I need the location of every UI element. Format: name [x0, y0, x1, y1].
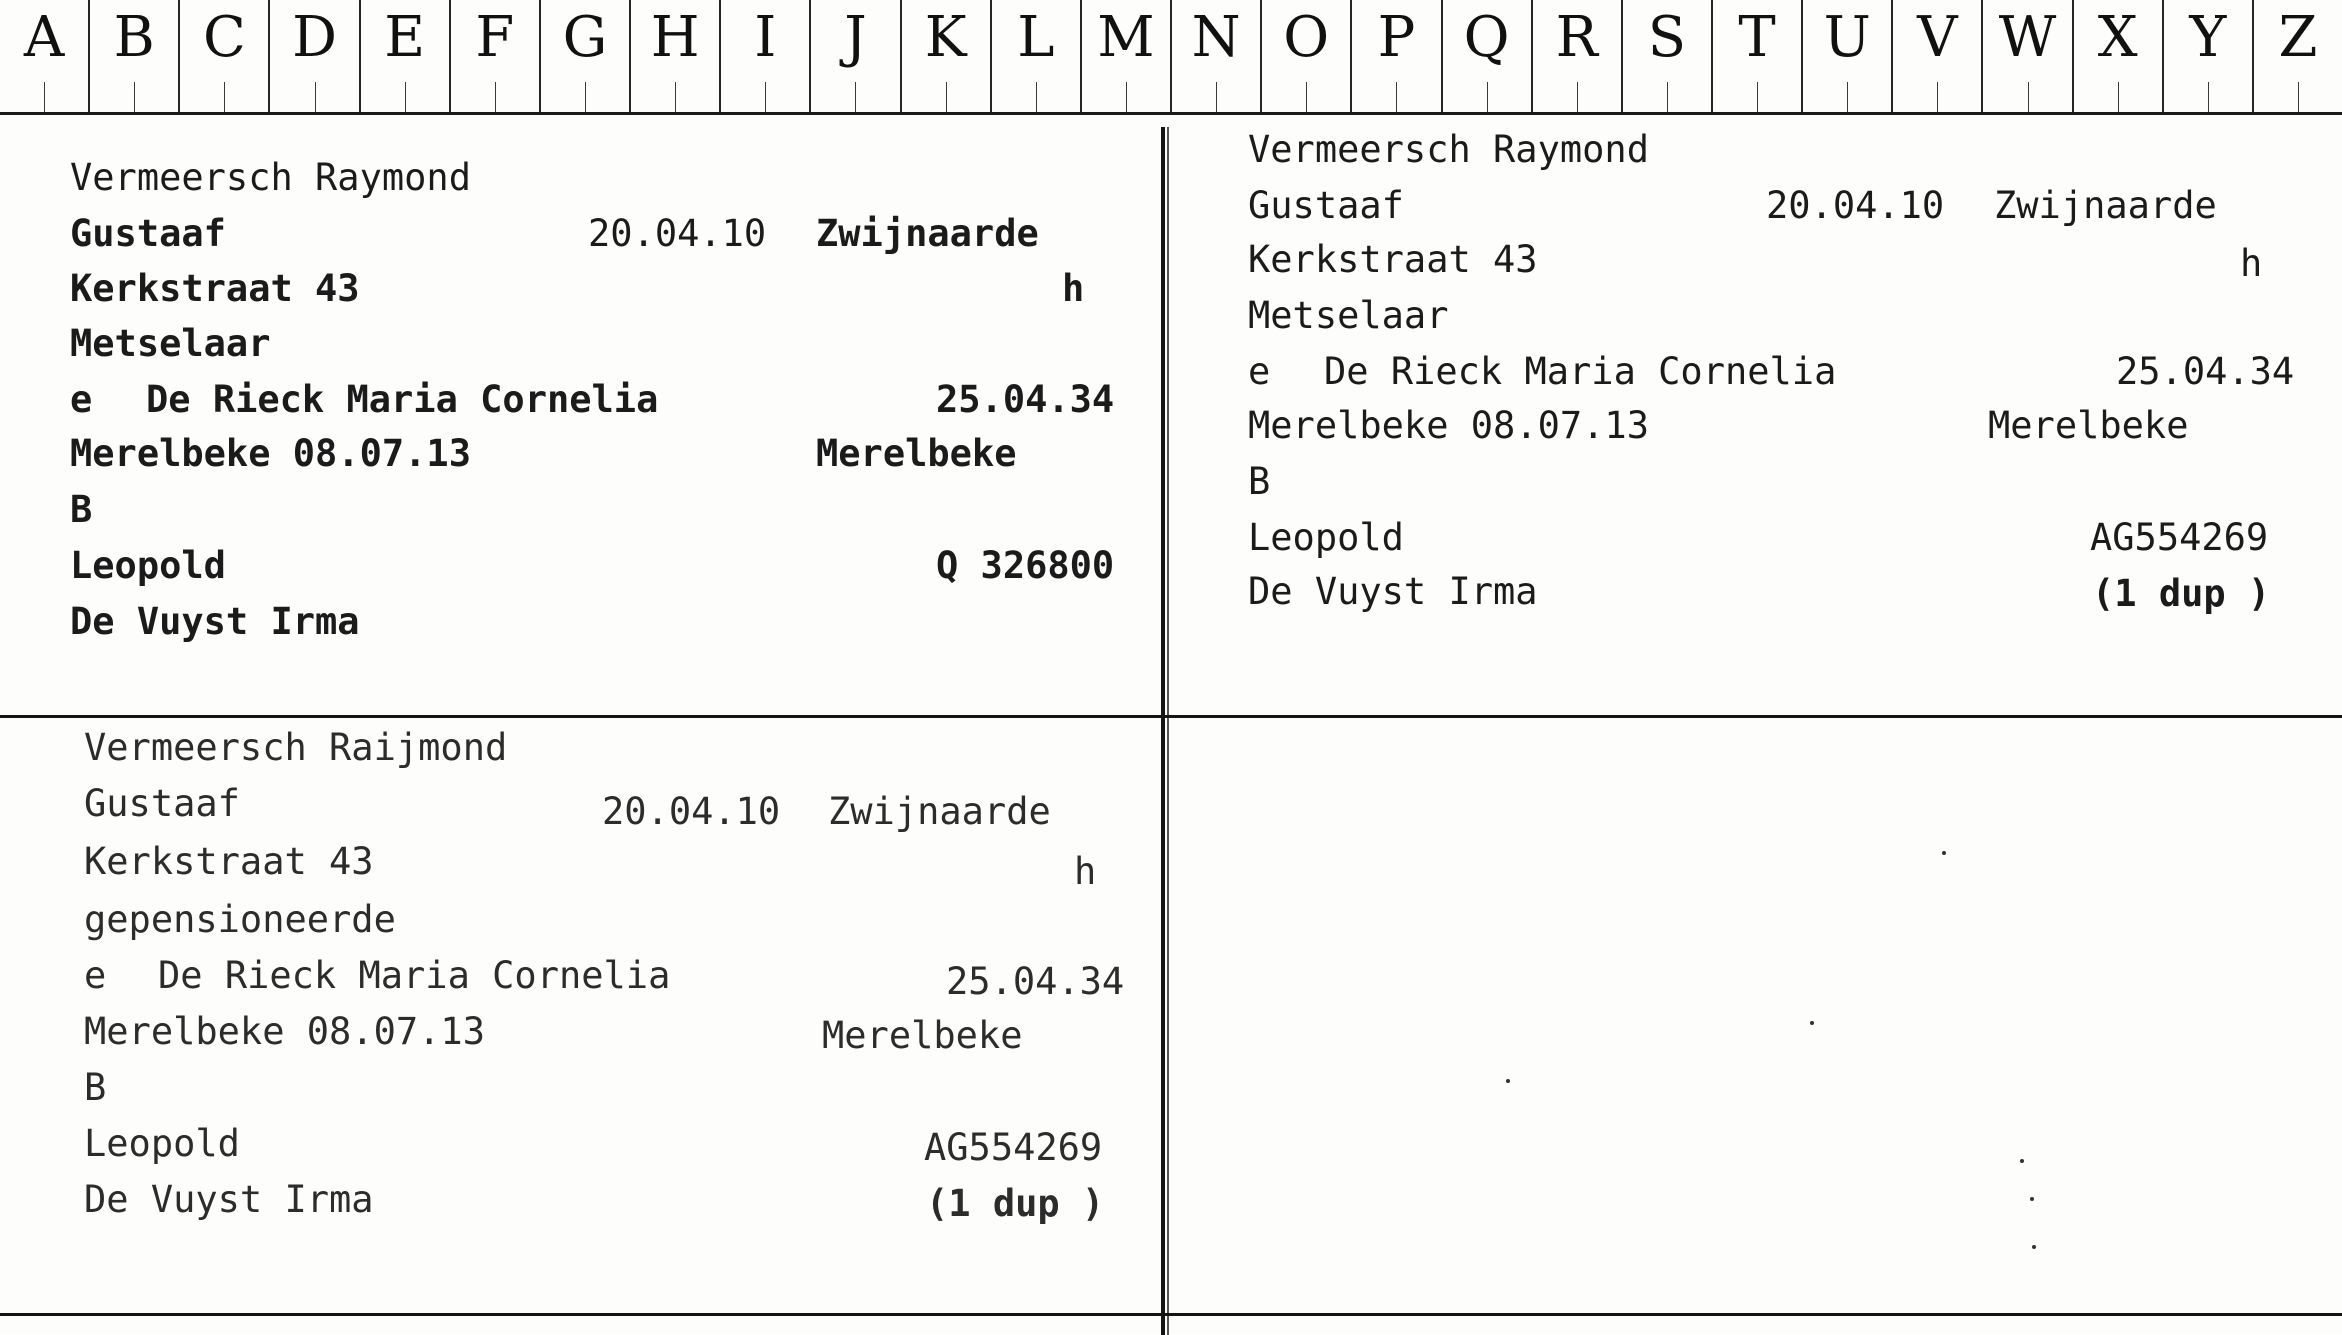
alpha-tab-m[interactable]: M [1080, 0, 1170, 112]
alpha-tab-w[interactable]: W [1981, 0, 2071, 112]
card-spouse-prefix: e [70, 378, 93, 421]
card-birth-place: Zwijnaarde [828, 790, 1051, 833]
vertical-divider [1161, 127, 1165, 1335]
card-status: B [1248, 460, 1271, 503]
card-father: Leopold [84, 1122, 240, 1165]
card-mark: h [1062, 267, 1085, 310]
alpha-tab-o[interactable]: O [1260, 0, 1350, 112]
alpha-tab-v[interactable]: V [1891, 0, 1981, 112]
alpha-tab-h[interactable]: H [629, 0, 719, 112]
card-name-line: Vermeersch Raymond [70, 156, 471, 199]
record-card-2[interactable] [1170, 115, 2342, 715]
card-marriage-place: Merelbeke [822, 1014, 1023, 1057]
card-first-name: Gustaaf [84, 782, 240, 825]
alpha-tab-i[interactable]: I [719, 0, 809, 112]
card-status: B [84, 1066, 107, 1109]
horizontal-divider [0, 715, 2342, 718]
record-card-empty[interactable] [1170, 719, 2342, 1313]
alpha-tab-y[interactable]: Y [2162, 0, 2252, 112]
scan-speck [2030, 1197, 2034, 1201]
card-father: Leopold [70, 544, 226, 587]
card-spouse-name: De Rieck Maria Cornelia [146, 378, 659, 421]
card-address: Kerkstraat 43 [1248, 238, 1538, 281]
alpha-tab-p[interactable]: P [1350, 0, 1440, 112]
alpha-tab-s[interactable]: S [1621, 0, 1711, 112]
alpha-tab-g[interactable]: G [539, 0, 629, 112]
alpha-tab-b[interactable]: B [88, 0, 178, 112]
card-birth-date: 20.04.10 [1766, 184, 1945, 227]
alpha-tab-e[interactable]: E [359, 0, 449, 112]
card-spouse-name: De Rieck Maria Cornelia [1324, 350, 1837, 393]
alpha-tab-n[interactable]: N [1170, 0, 1260, 112]
card-first-name: Gustaaf [1248, 184, 1404, 227]
card-marriage-place: Merelbeke [1988, 404, 2189, 447]
card-spouse-origin: Merelbeke 08.07.13 [1248, 404, 1649, 447]
card-occupation: Metselaar [70, 322, 271, 365]
card-grid [0, 115, 2342, 1334]
alpha-tab-u[interactable]: U [1801, 0, 1891, 112]
card-spouse-origin: Merelbeke 08.07.13 [84, 1010, 485, 1053]
card-spouse-prefix: e [1248, 350, 1271, 393]
card-occupation: Metselaar [1248, 294, 1449, 337]
card-address: Kerkstraat 43 [84, 840, 374, 883]
card-occupation: gepensioneerde [84, 898, 396, 941]
card-spouse-prefix: e [84, 954, 107, 997]
card-marriage-place: Merelbeke [816, 432, 1017, 475]
card-first-name: Gustaaf [70, 212, 226, 255]
alpha-tab-l[interactable]: L [990, 0, 1080, 112]
card-marriage-date: 25.04.34 [946, 960, 1125, 1003]
card-birth-place: Zwijnaarde [1994, 184, 2217, 227]
bottom-rule [0, 1313, 2342, 1316]
alpha-tab-k[interactable]: K [900, 0, 990, 112]
scan-speck [1942, 851, 1946, 855]
card-name-line: Vermeersch Raijmond [84, 726, 508, 769]
record-card-1[interactable] [0, 115, 1160, 715]
card-number: Q 326800 [936, 544, 1115, 587]
card-mother: De Vuyst Irma [70, 600, 360, 643]
alpha-tab-a[interactable]: A [0, 0, 88, 112]
scan-speck [2020, 1159, 2024, 1163]
record-card-3[interactable] [0, 719, 1160, 1313]
card-father: Leopold [1248, 516, 1404, 559]
card-mother: De Vuyst Irma [84, 1178, 374, 1221]
card-marriage-date: 25.04.34 [2116, 350, 2295, 393]
alpha-tab-f[interactable]: F [449, 0, 539, 112]
alpha-tab-t[interactable]: T [1711, 0, 1801, 112]
card-spouse-name: De Rieck Maria Cornelia [158, 954, 671, 997]
card-mother: De Vuyst Irma [1248, 570, 1538, 613]
scan-speck [1810, 1021, 1814, 1025]
alpha-tab-z[interactable]: Z [2252, 0, 2342, 112]
alpha-tab-c[interactable]: C [178, 0, 268, 112]
alpha-tab-d[interactable]: D [268, 0, 358, 112]
scan-speck [1506, 1079, 1510, 1083]
card-birth-date: 20.04.10 [588, 212, 767, 255]
card-number: AG554269 [2090, 516, 2269, 559]
card-number: AG554269 [924, 1126, 1103, 1169]
card-mark: h [2240, 242, 2263, 285]
card-duplicate-note: (1 dup ) [926, 1182, 1105, 1225]
alpha-tab-r[interactable]: R [1531, 0, 1621, 112]
alpha-tab-j[interactable]: J [809, 0, 899, 112]
alpha-tab-x[interactable]: X [2072, 0, 2162, 112]
scan-speck [2032, 1245, 2036, 1249]
card-marriage-date: 25.04.34 [936, 378, 1115, 421]
card-status: B [70, 488, 93, 531]
card-address: Kerkstraat 43 [70, 267, 360, 310]
alpha-tab-q[interactable]: Q [1441, 0, 1531, 112]
vertical-divider-right-edge [1167, 127, 1169, 1335]
card-spouse-origin: Merelbeke 08.07.13 [70, 432, 471, 475]
card-birth-date: 20.04.10 [602, 790, 781, 833]
alphabet-index-strip [0, 0, 2342, 115]
card-birth-place: Zwijnaarde [816, 212, 1039, 255]
card-mark: h [1074, 850, 1097, 893]
card-name-line: Vermeersch Raymond [1248, 128, 1649, 171]
card-duplicate-note: (1 dup ) [2092, 572, 2271, 615]
